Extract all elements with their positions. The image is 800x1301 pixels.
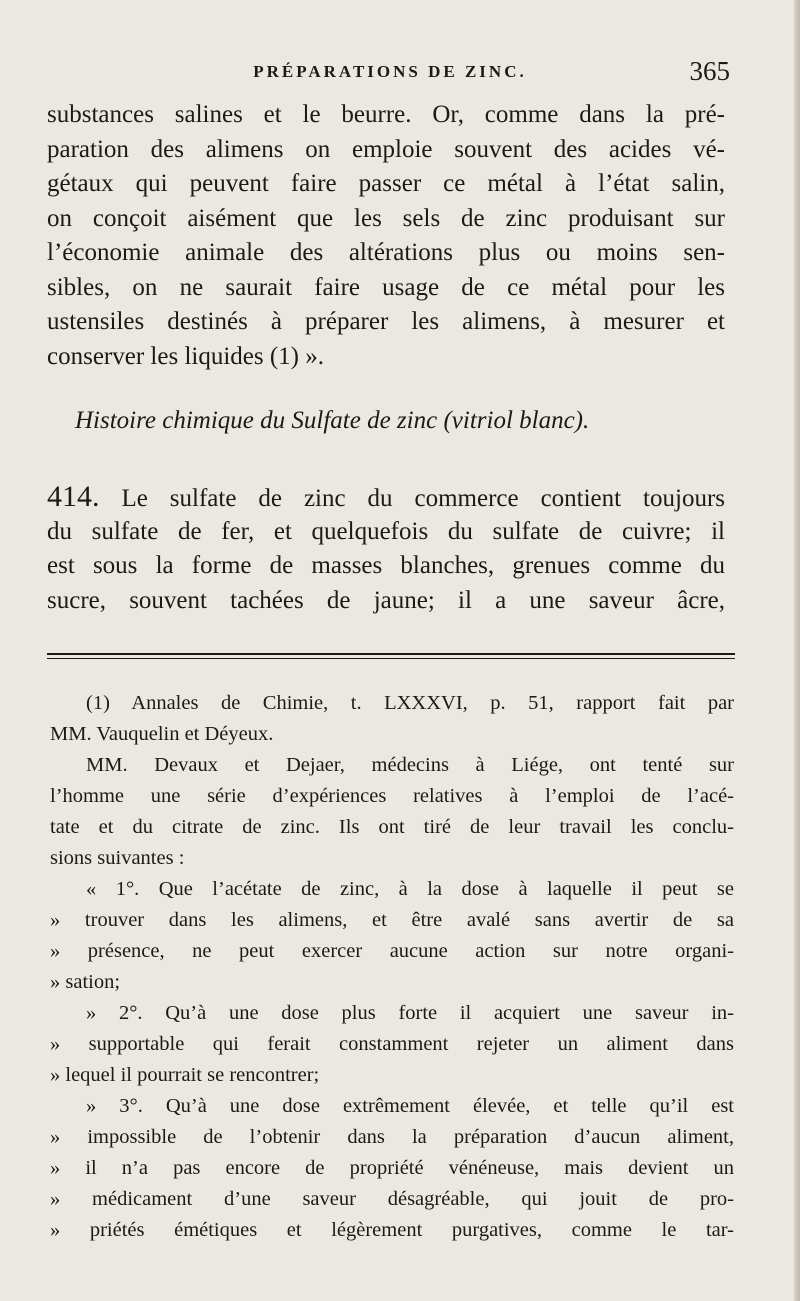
footnote-line: » il n’a pas encore de propriété vénéneuse, mais devient un [50,1157,734,1179]
text-line: conserver les liquides (1) ». [47,342,325,370]
paragraph-1 [47,98,725,374]
footnote-line: « 1°. Que l’acétate de zinc, à la dose à laquelle il peut se [86,878,734,900]
footnote-line: MM. Vauquelin et Déyeux. [50,723,274,745]
text-line: est sous la forme de masses blanches, grenues comme du [47,552,725,579]
text-line: sucre, souvent tachées de jaune; il a une saveur âcre, [47,586,725,614]
page-number: 365 [689,56,730,86]
footnote-line: » supportable qui ferait constamment rejeter un aliment dans [50,1033,734,1055]
text-line-numbered [47,480,725,515]
text-line: l’économie animale des altérations plus ou moins sen- [47,239,725,266]
footnote-line: tate et du citrate de zinc. Ils ont tiré de leur travail les conclu- [50,816,734,838]
text-line: du sulfate de fer, et quelquefois du sulfate de cuivre; il [47,517,725,545]
text-line: Le sulfate de zinc du commerce contient toujours [121,485,725,512]
footnote-line: » médicament d’une saveur désagréable, qui jouit de pro- [50,1188,734,1210]
text-line: substances salines et le beurre. Or, comme dans la pré- [47,101,725,128]
text-line: paration des alimens on emploie souvent des acides vé- [47,135,725,163]
text-line: gétaux qui peuvent faire passer ce métal à l’état salin, [47,170,725,197]
footnote-separator-thick [47,653,735,655]
section-heading: Histoire chimique du Sulfate de zinc (vitriol blanc). [75,407,590,434]
footnote-line: MM. Devaux et Dejaer, médecins à Liége, ont tenté sur [86,754,734,776]
page-edge-shadow [794,0,800,1301]
footnote-separator-thin [47,658,735,659]
paragraph-2 [47,480,725,618]
running-title: PRÉPARATIONS DE ZINC. [253,62,527,81]
running-head [50,56,730,90]
footnote-line: » lequel il pourrait se rencontrer; [50,1064,320,1086]
footnote-line: » 3°. Qu’à une dose extrêmement élevée, et telle qu’il est [86,1095,734,1117]
footnote-line: » priétés émétiques et légèrement purgatives, comme le tar- [50,1219,734,1241]
footnote-line: » 2°. Qu’à une dose plus forte il acquiert une saveur in- [86,1002,734,1024]
footnote-line: » sation; [50,971,121,993]
footnote-line: (1) Annales de Chimie, t. LXXXVI, p. 51, rapport fait par [86,692,734,714]
footnote-line: » trouver dans les alimens, et être avalé sans avertir de sa [50,909,734,931]
footnote-line: » impossible de l’obtenir dans la préparation d’aucun aliment, [50,1126,734,1148]
footnote-line: » présence, ne peut exercer aucune action sur notre organi- [50,940,734,962]
text-line: sibles, on ne saurait faire usage de ce métal pour les [47,273,725,301]
paragraph-number: 414. [47,480,100,513]
footnote-line: sions suivantes : [50,847,185,869]
text-line: on conçoit aisément que les sels de zinc produisant sur [47,204,725,232]
footnote-line: l’homme une série d’expériences relatives à l’emploi de l’acé- [50,785,734,807]
footnotes [50,688,734,1246]
text-line: ustensiles destinés à préparer les alimens, à mesurer et [47,308,725,335]
